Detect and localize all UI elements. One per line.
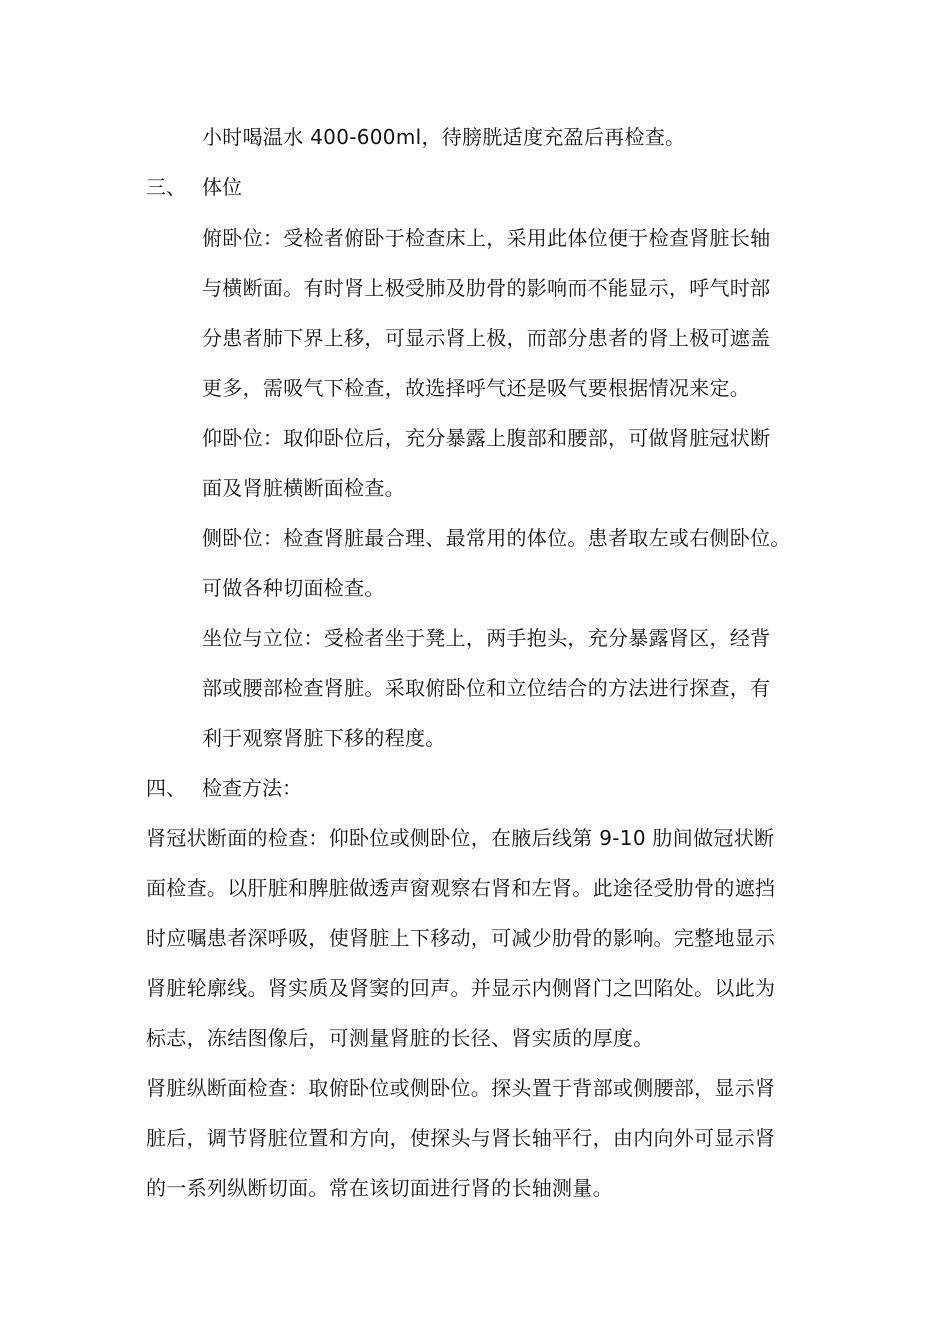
coronal-line-1: 肾冠状断面的检查：仰卧位或侧卧位，在腋后线第 9-10 肋间做冠状断	[146, 826, 775, 850]
sitting-line-1: 坐位与立位：受检者坐于凳上，两手抱头，充分暴露肾区，经背	[202, 626, 771, 650]
supine-line-2: 面及肾脏横断面检查。	[202, 476, 405, 500]
coronal-line-5: 标志，冻结图像后，可测量肾脏的长径、肾实质的厚度。	[146, 1026, 654, 1050]
lateral-line-2: 可做各种切面检查。	[202, 576, 385, 600]
prone-line-1: 俯卧位：受检者俯卧于检查床上，采用此体位便于检查肾脏长轴	[202, 226, 771, 250]
supine-line-1: 仰卧位：取仰卧位后，充分暴露上腹部和腰部，可做肾脏冠状断	[202, 426, 771, 450]
longitudinal-line-1: 肾脏纵断面检查：取俯卧位或侧卧位。探头置于背部或侧腰部，显示肾	[146, 1076, 776, 1100]
sitting-line-2: 部或腰部检查肾脏。采取俯卧位和立位结合的方法进行探查，有	[202, 676, 771, 700]
section-4-title: 检查方法：	[202, 776, 302, 800]
prone-line-2: 与横断面。有时肾上极受肺及肋骨的影响而不能显示，呼气时部	[202, 276, 771, 300]
prone-line-4: 更多，需吸气下检查，故选择呼气还是吸气要根据情况来定。	[202, 376, 751, 400]
sitting-line-3: 利于观察肾脏下移的程度。	[202, 726, 446, 750]
longitudinal-line-2: 脏后，调节肾脏位置和方向，使探头与肾长轴平行，由内向外可显示肾	[146, 1126, 776, 1150]
intro-line: 小时喝温水 400-600ml，待膀胱适度充盈后再检查。	[202, 125, 686, 149]
section-3-number: 三、	[146, 175, 186, 199]
coronal-line-4: 肾脏轮廓线。肾实质及肾窦的回声。并显示内侧肾门之凹陷处。以此为	[146, 976, 776, 1000]
lateral-line-1: 侧卧位：检查肾脏最合理、最常用的体位。患者取左或右侧卧位。	[202, 526, 791, 550]
prone-line-3: 分患者肺下界上移，可显示肾上极，而部分患者的肾上极可遮盖	[202, 326, 771, 350]
longitudinal-line-3: 的一系列纵断切面。常在该切面进行肾的长轴测量。	[146, 1176, 613, 1200]
coronal-line-3: 时应嘱患者深呼吸，使肾脏上下移动，可减少肋骨的影响。完整地显示	[146, 926, 776, 950]
coronal-line-2: 面检查。以肝脏和脾脏做透声窗观察右肾和左肾。此途径受肋骨的遮挡	[146, 876, 776, 900]
section-4-number: 四、	[146, 776, 186, 800]
section-3-title: 体位	[202, 175, 242, 199]
